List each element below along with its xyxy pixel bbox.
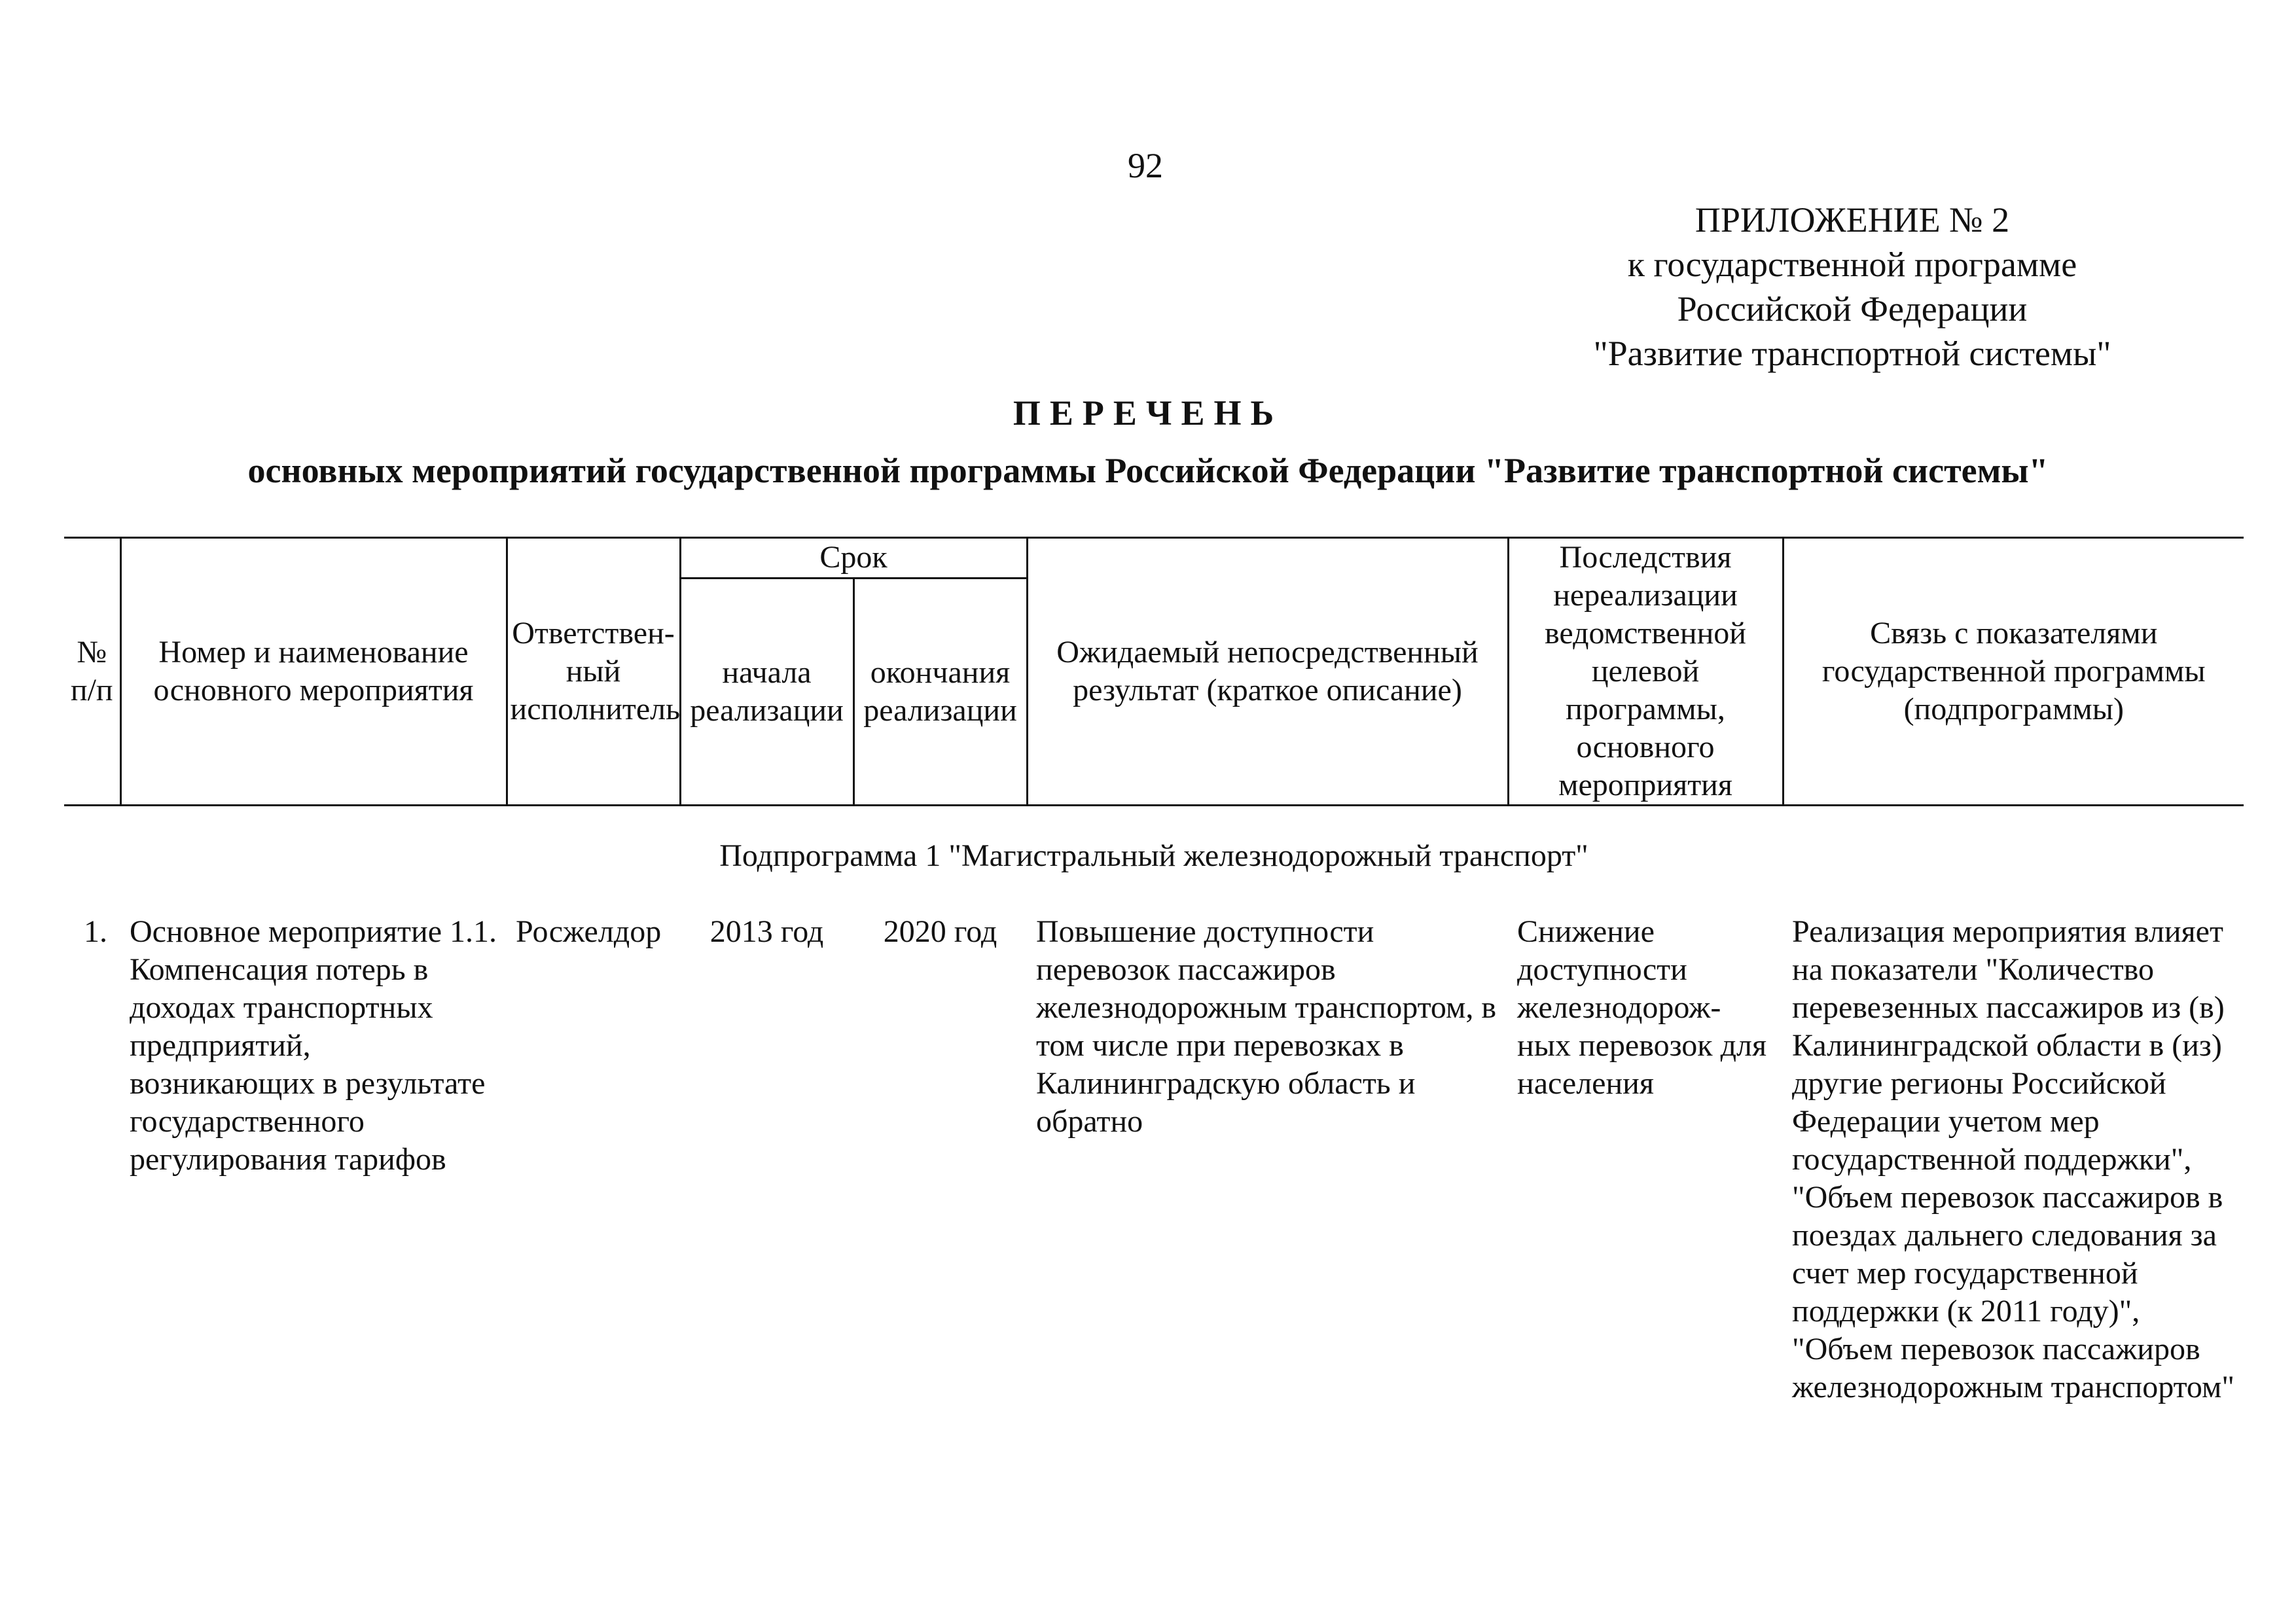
header-end: окончания реализации (853, 578, 1027, 805)
header-executor: Ответствен- ный исполнитель (507, 538, 680, 806)
document-subtitle: основных мероприятий государственной программы Российской Федерации "Развитие транспортной системы" (247, 451, 2049, 490)
activities-table (64, 537, 2244, 1406)
appendix-line-1: ПРИЛОЖЕНИЕ № 2 (1695, 200, 2010, 240)
header-activity-name: Номер и наименование основного мероприятия (120, 538, 507, 806)
header-consequences: Последствия нереализации ведомственной целевой программы, основного мероприятия (1508, 538, 1783, 806)
header-num: № п/п (64, 538, 120, 806)
table-row (64, 900, 2244, 1406)
row-expected-result: Повышение доступности перевозок пассажиров железнодорожным транспортом, в том числе при перевозках в Калининградскую область и обратно (1036, 914, 1497, 1139)
appendix-line-2: к государственной программе (1627, 245, 2077, 284)
row-start: 2013 год (709, 914, 824, 949)
subprogram-heading: Подпрограмма 1 "Магистральный железнодорожный транспорт" (719, 838, 1588, 873)
page-number: 92 (1128, 146, 1163, 185)
header-start: начала реализации (680, 578, 853, 805)
header-expected-result: Ожидаемый непосредственный результат (краткое описание) (1027, 538, 1508, 806)
row-activity-name: Основное мероприятие 1.1. Компенсация потерь в доходах транспортных предприятий, возникающих в результате государственного регулирования тарифов (130, 914, 497, 1177)
appendix-block (1558, 198, 2147, 376)
header-term: Срок (680, 538, 1027, 579)
row-num: 1. (84, 914, 107, 949)
row-end: 2020 год (883, 914, 997, 949)
row-consequences: Снижение доступности железнодорож- ных перевозок для населения (1517, 914, 1767, 1101)
header-indicator-link: Связь с показателями государственной программы (подпрограммы) (1783, 538, 2244, 806)
row-executor: Росжелдор (516, 914, 662, 949)
appendix-line-4: "Развитие транспортной системы" (1593, 334, 2111, 373)
row-indicator-link: Реализация мероприятия влияет на показатели "Количество перевезенных пассажиров из (в) Калининградской области в (из) другие регионы Российской Федерации учетом мер государственной поддержки", "Объем перевозок пассажиров в поездах дальнего следования за счет мер государственной поддержки (к 2011 году)", "Объем перевозок пассажиров железнодорожным транспортом" (1792, 914, 2234, 1404)
document-title: ПЕРЕЧЕНЬ (1013, 393, 1283, 433)
appendix-line-3: Российской Федерации (1677, 289, 2028, 329)
